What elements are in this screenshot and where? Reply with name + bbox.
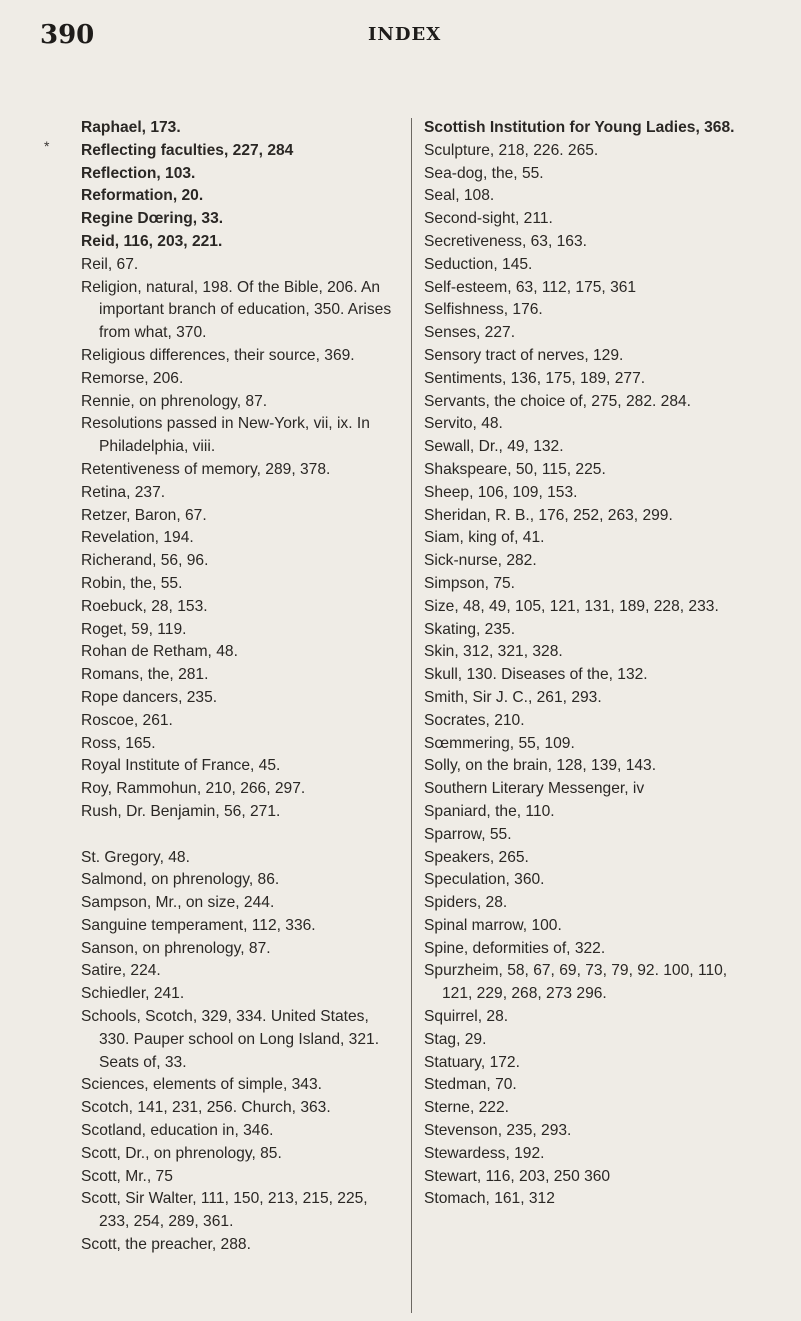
index-entry: Seduction, 145. — [424, 255, 533, 273]
index-entry: Scotland, education in, 346. — [81, 1122, 274, 1140]
index-entry: Siam, king of, 41. — [424, 529, 545, 547]
index-entry: Schiedler, 241. — [81, 985, 185, 1003]
index-entry: Speculation, 360. — [424, 871, 545, 889]
index-entry: Stewardess, 192. — [424, 1144, 545, 1162]
index-entry: Sanguine temperament, 112, 336. — [81, 916, 316, 934]
index-entry: Rohan de Retham, 48. — [81, 643, 238, 661]
index-entry: Size, 48, 49, 105, 121, 131, 189, 228, 233. — [424, 597, 719, 615]
index-entry: Rennie, on phrenology, 87. — [81, 392, 268, 410]
index-entry: Skull, 130. Diseases of the, 132. — [424, 666, 648, 684]
index-entry: Resolutions passed in New-York, vii, ix. In Philadelphia, viii. — [81, 415, 370, 456]
index-entry: Scott, Mr., 75 — [81, 1167, 173, 1185]
index-entry: Religious differences, their source, 369. — [81, 346, 355, 364]
index-entry: Reil, 67. — [81, 255, 139, 273]
section-gap — [81, 824, 401, 847]
index-entry: Selfishness, 176. — [424, 301, 543, 319]
index-entry: Salmond, on phrenology, 86. — [81, 871, 280, 889]
index-entry: Roy, Rammohun, 210, 266, 297. — [81, 780, 306, 798]
index-entry: Senses, 227. — [424, 324, 516, 342]
index-entry: Sœmmering, 55, 109. — [424, 734, 575, 752]
index-entry: Reformation, 20. — [81, 187, 204, 205]
index-entry: St. Gregory, 48. — [81, 848, 190, 866]
index-entry: Smith, Sir J. C., 261, 293. — [424, 688, 602, 706]
index-entry: Stag, 29. — [424, 1030, 487, 1048]
index-entry: Speakers, 265. — [424, 848, 529, 866]
index-entry: Simpson, 75. — [424, 574, 516, 592]
index-entry: Sick-nurse, 282. — [424, 552, 537, 570]
index-entry: Roget, 59, 119. — [81, 620, 187, 638]
running-head: INDEX — [368, 24, 442, 45]
index-entry: Richerand, 56, 96. — [81, 552, 209, 570]
index-entry: Scotch, 141, 231, 256. Church, 363. — [81, 1099, 331, 1117]
index-entry: Skin, 312, 321, 328. — [424, 643, 563, 661]
index-entry: Reid, 116, 203, 221. — [81, 232, 223, 250]
index-entry: Satire, 224. — [81, 962, 161, 980]
index-entry: Sensory tract of nerves, 129. — [424, 346, 624, 364]
index-entry: Sculpture, 218, 226. 265. — [424, 141, 599, 159]
index-entry: Sheep, 106, 109, 153. — [424, 483, 578, 501]
index-column-right — [424, 117, 744, 1211]
column-divider — [411, 118, 412, 1313]
index-entry: Second-sight, 211. — [424, 210, 553, 228]
index-entry: Servants, the choice of, 275, 282. 284. — [424, 392, 692, 410]
index-entry: Reflecting faculties, 227, 284 — [81, 141, 294, 159]
index-entry: Squirrel, 28. — [424, 1008, 509, 1026]
index-entry: Sentiments, 136, 175, 189, 277. — [424, 369, 646, 387]
index-entry: Southern Literary Messenger, iv — [424, 780, 645, 798]
index-entry: Ross, 165. — [81, 734, 156, 752]
index-entry: Sanson, on phrenology, 87. — [81, 939, 271, 957]
index-entry: Stedman, 70. — [424, 1076, 517, 1094]
index-entry: Sparrow, 55. — [424, 825, 512, 843]
index-entry: Seal, 108. — [424, 187, 495, 205]
index-entry: Scottish Institution for Young Ladies, 368. — [424, 119, 735, 136]
index-entry: Spurzheim, 58, 67, 69, 73, 79, 92. 100, 110, 121, 229, 268, 273 296. — [424, 962, 728, 1003]
index-entry: Romans, the, 281. — [81, 666, 209, 684]
index-entry: Sciences, elements of simple, 343. — [81, 1076, 322, 1094]
index-entry: Stomach, 161, 312 — [424, 1190, 555, 1208]
index-entry: Statuary, 172. — [424, 1053, 520, 1071]
index-entry: Remorse, 206. — [81, 369, 184, 387]
index-entry: Scott, Sir Walter, 111, 150, 213, 215, 225, 233, 254, 289, 361. — [81, 1190, 368, 1231]
index-entry: Rope dancers, 235. — [81, 688, 218, 706]
index-entry: Sampson, Mr., on size, 244. — [81, 894, 275, 912]
page-number: 390 — [40, 20, 95, 50]
index-entry: Solly, on the brain, 128, 139, 143. — [424, 757, 657, 775]
index-entry: Socrates, 210. — [424, 711, 525, 729]
index-column-left — [81, 117, 401, 1257]
index-entry: Regine Dœring, 33. — [81, 210, 224, 228]
index-entry: Spiders, 28. — [424, 894, 508, 912]
index-entry: Spine, deformities of, 322. — [424, 939, 606, 957]
index-entry: Royal Institute of France, 45. — [81, 757, 281, 775]
index-entry: Scott, Dr., on phrenology, 85. — [81, 1144, 282, 1162]
index-entry: Revelation, 194. — [81, 529, 194, 547]
index-entry: Stevenson, 235, 293. — [424, 1122, 572, 1140]
index-entry: Skating, 235. — [424, 620, 516, 638]
index-entry: Retina, 237. — [81, 483, 166, 501]
index-entry: Shakspeare, 50, 115, 225. — [424, 460, 606, 478]
index-entry: Sterne, 222. — [424, 1099, 509, 1117]
index-entry: Retzer, Baron, 67. — [81, 506, 207, 524]
index-entry: Sheridan, R. B., 176, 252, 263, 299. — [424, 506, 673, 524]
index-entry: Rush, Dr. Benjamin, 56, 271. — [81, 802, 281, 820]
index-entry: Servito, 48. — [424, 415, 503, 433]
index-entry: Secretiveness, 63, 163. — [424, 232, 587, 250]
margin-mark: * — [44, 138, 50, 154]
index-entry: Roebuck, 28, 153. — [81, 597, 208, 615]
index-entry: Religion, natural, 198. Of the Bible, 206. An important branch of education, 350. Arises from what, 370. — [81, 278, 392, 342]
index-entry: Retentiveness of memory, 289, 378. — [81, 460, 331, 478]
index-entry: Stewart, 116, 203, 250 360 — [424, 1167, 611, 1185]
page-header — [0, 6, 801, 52]
index-entry: Schools, Scotch, 329, 334. United States, 330. Pauper school on Long Island, 321. Seats of, 33. — [81, 1008, 380, 1071]
index-entry: Robin, the, 55. — [81, 574, 183, 592]
index-entry: Scott, the preacher, 288. — [81, 1236, 251, 1254]
index-entry: Roscoe, 261. — [81, 711, 173, 729]
index-entry: Self-esteem, 63, 112, 175, 361 — [424, 278, 637, 296]
index-entry: Spaniard, the, 110. — [424, 802, 555, 820]
index-entry: Raphael, 173. — [81, 119, 181, 136]
index-entry: Sea-dog, the, 55. — [424, 164, 544, 182]
index-entry: Spinal marrow, 100. — [424, 916, 562, 934]
index-entry: Sewall, Dr., 49, 132. — [424, 438, 564, 456]
index-entry: Reflection, 103. — [81, 164, 196, 182]
